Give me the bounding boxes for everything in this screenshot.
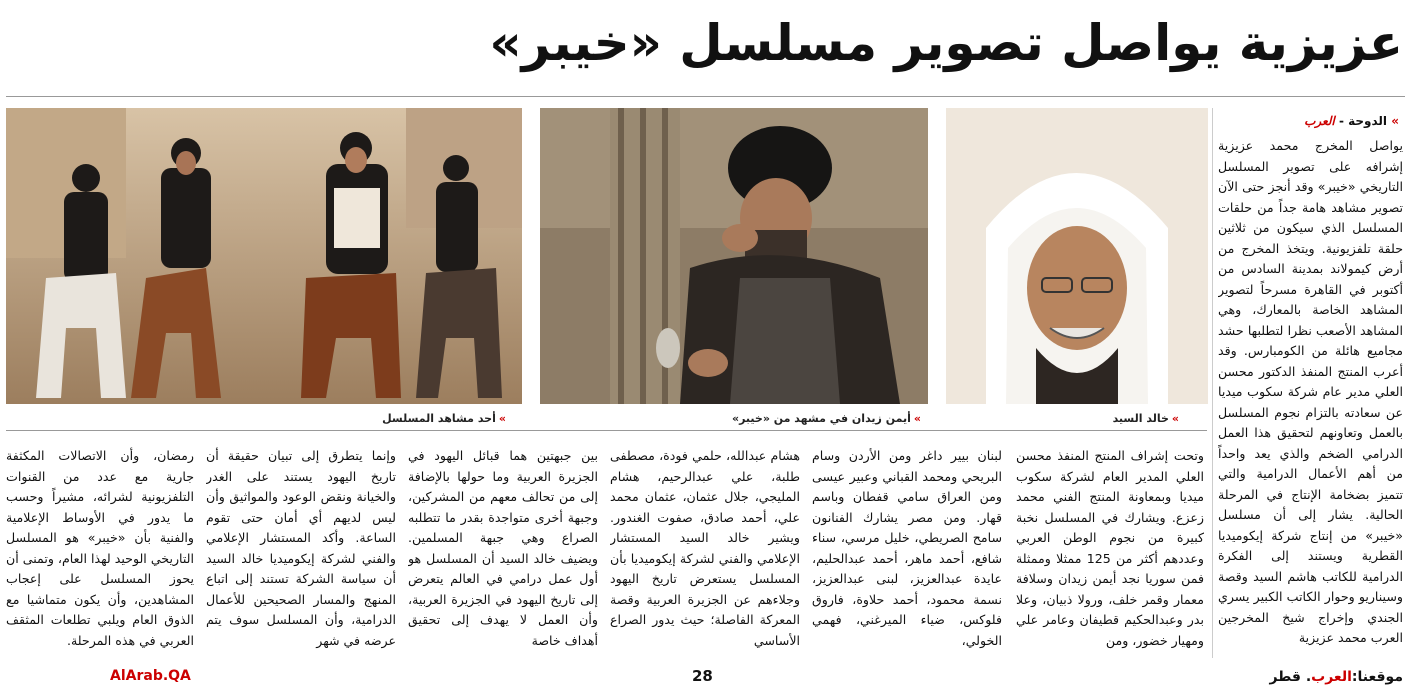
- article-text-6: رمضان، وأن الاتصالات المكثفة جارية مع عدد من القنوات التلفزيونية لشرائه، مشيراً وحسب ما يدور في الأوساط الإعلامية والفنية بأن «خيبر» هو المسلسل التاريخي الوحيد لهذا العام، وتمنى أن يحوز المسلسل على إعجاب المشاهدين، وأن يكون متماشيا مع الذوق العام ويلبي تطلعات المثقف العربي في هذه المرحلة.: [6, 448, 194, 648]
- page-footer: [0, 662, 1411, 688]
- portrait-caption: [1113, 412, 1179, 425]
- portrait-photo: [946, 108, 1208, 404]
- actor-caption-text: أيمن زيدان في مشهد من «خيبر»: [731, 412, 911, 425]
- article-column-2: [812, 446, 1002, 658]
- caption-marker-icon: »: [1171, 412, 1179, 425]
- article-column-1: [1016, 446, 1204, 658]
- caption-marker-icon: »: [913, 412, 921, 425]
- footer-site-country: . قطر: [1269, 669, 1312, 685]
- article-column-6: [6, 446, 194, 658]
- top-rule: [6, 96, 1405, 97]
- article-column-4: [408, 446, 598, 658]
- intro-column: [1218, 136, 1403, 656]
- article-text-3: هشام عبدالله، حلمي فودة، مصطفى طلبة، علي عبدالرحيم، هشام المليجي، جلال عثمان، عثمان محمد علي، أحمد صادق، صفوت الغندور. ويشير خالد السيد المستشار الإعلامي والفني لشركة إيكوميديا بأن المسلسل يستعرض تاريخ اليهود وجلاءهم عن الجزيرة العربية وقصة المعركة الفاصلة؛ حيث يدور الصراع الأساسي: [610, 448, 800, 648]
- article-column-5: [206, 446, 396, 658]
- footer-site-brand: العرب: [1311, 669, 1352, 685]
- dateline-marker-icon: »: [1391, 114, 1399, 128]
- dateline-city: الدوحة -: [1338, 114, 1388, 128]
- dateline: [1224, 114, 1399, 128]
- portrait-caption-text: خالد السيد: [1112, 412, 1169, 425]
- footer-website: AlArab.QA: [110, 668, 191, 684]
- article-column-3: [610, 446, 800, 658]
- intro-text: يواصل المخرج محمد عزيزية إشرافه على تصوير المسلسل التاريخي «خيبر» وقد أنجز حتى الآن تصوير مشاهد هامة جداً من حلقات المسلسل الذي سيكون من ثلاثين حلقة تلفزيونية. ويتخذ المخرج من أرض كيمولاند بمدينة السادس من أكتوبر في القاهرة مسرحاً لتصوير المشاهد الخاصة بالمعارك، وهي المشاهد الأصعب نظرا لتطلبها حشد مجاميع هائلة من الكومبارس. وقد أعرب المنتج المنفذ الدكتور محسن العلي مدير عام شركة سكوب ميديا عن سعادته بالتزام نجوم المسلسل بالعمل وتعاونهم لتحقيق هذا العمل الدرامي الضخم والذي يعد واحداً من أهم الأعمال الدرامية والتي تتميز بضخامة الإنتاج في المرحلة الحالية. يشار إلى أن مسلسل «خيبر» من إنتاج شركة إيكوميديا القطرية ويستند إلى الفكرة الدرامية للكاتب هاشم السيد وقصة وسيناريو وحوار الكاتب الكبير يسري الجندي وإخراج شيخ المخرجين العرب محمد عزيزية: [1218, 138, 1403, 645]
- article-text-2: لبنان بيير داغر ومن الأردن وسام البريحي ومحمد القباني وعبير عيسى ومن العراق سامي قفطان وباسم قهار. ومن مصر يشارك الفنانون سامح الصريطي، خليل مرسي، سناء شافع، أحمد ماهر، أحمد عبدالحليم، عايدة عبدالعزيز، لبنى عبدالعزيز، نسمة محمود، أحمد حلاوة، فاروق فلوكس، ضياء الميرغني، فهمي الخولي،: [812, 448, 1002, 648]
- actor-photo: [540, 108, 928, 404]
- dateline-source: العرب: [1304, 114, 1335, 128]
- caption-rule: [6, 430, 1207, 431]
- page-number: 28: [692, 667, 713, 685]
- footer-site-label: موقعنا:: [1351, 669, 1403, 685]
- headline: عزيزية يواصل تصوير مسلسل «خيبر»: [489, 14, 1403, 72]
- caption-marker-icon: »: [498, 412, 506, 425]
- article-text-4: بين جبهتين هما قبائل اليهود في الجزيرة العربية وما حولها بالإضافة إلى من تحالف معهم من المشركين، وجبهة أخرى متواجدة بقدر ما تتطلبه الصراع وهي جبهة المسلمين. ويضيف خالد السيد أن المسلسل هو أول عمل درامي في العالم يتعرض إلى تاريخ اليهود في الجزيرة العربية، وأن العمل لا يهدف إلى تحقيق أهداف خاصة: [408, 448, 598, 648]
- horses-caption-text: أحد مشاهد المسلسل: [382, 412, 496, 425]
- article-text-1: وتحت إشراف المنتج المنفذ محسن العلي المدير العام لشركة سكوب ميديا وبمعاونة المنتج الفني محمد زعزع. ويشارك في المسلسل نخبة كبيرة من نجوم الوطن العربي وعددهم أكثر من 125 ممثلا وممثلة فمن سوريا نجد أيمن زيدان وسلافة معمار وقمر خلف، ورولا ذبيان، وعلا بدر وعبدالحكيم قطيفان وعامر علي ومهيار خضور، ومن: [1016, 448, 1204, 648]
- column-separator: [1212, 108, 1213, 658]
- actor-caption: [732, 412, 921, 425]
- article-text-5: وإنما يتطرق إلى تبيان حقيقة أن تاريخ اليهود يستند على الغدر والخيانة ونقض الوعود والمواثيق وأن ليس لديهم أي أمان حتى تقوم الساعة. وأكد المستشار الإعلامي والفني لشركة إيكوميديا خالد السيد أن سياسة الشركة تستند إلى اتباع المنهج والمسار الصحيحين للأعمال الدرامية، وأن المسلسل سوف يتم عرضه في شهر: [206, 448, 396, 648]
- horses-caption: [382, 412, 506, 425]
- horses-photo: [6, 108, 522, 404]
- footer-site: [1269, 669, 1403, 685]
